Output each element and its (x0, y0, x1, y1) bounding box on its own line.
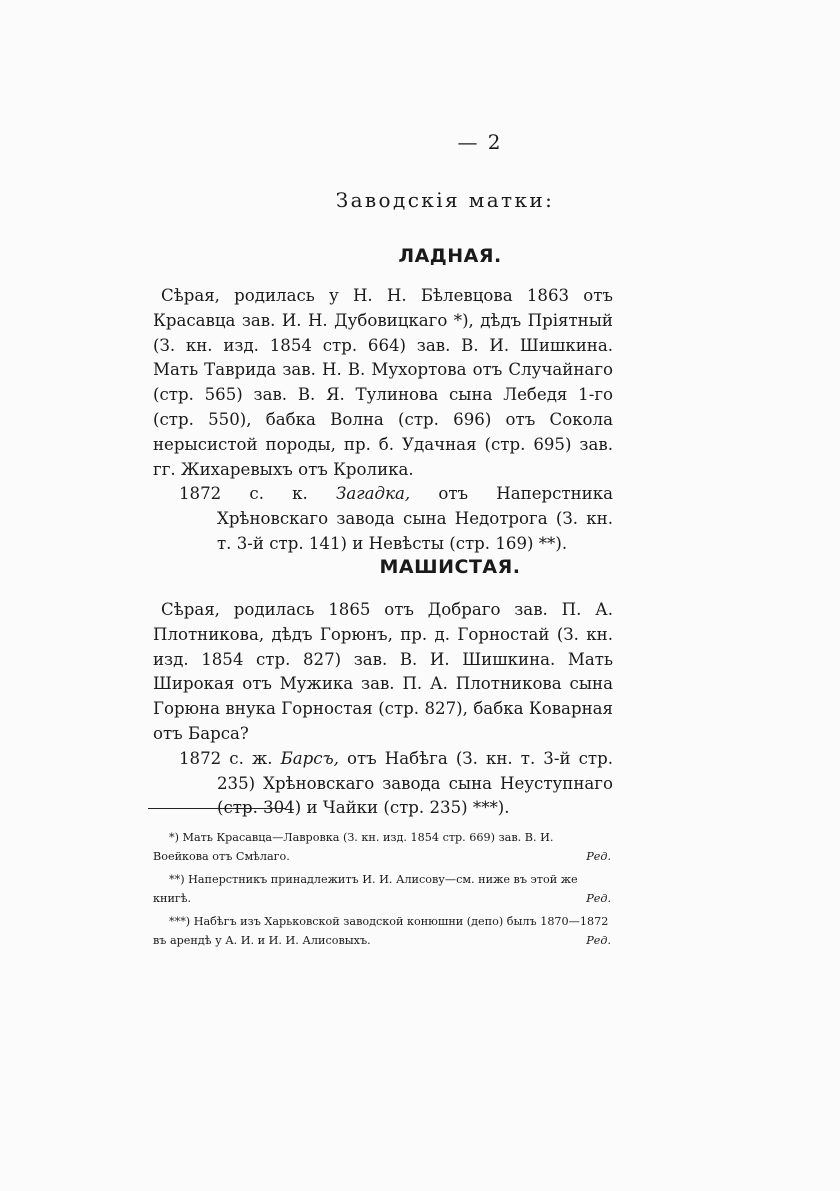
footnote-1 (153, 828, 611, 866)
entry-body-mashistaya (153, 598, 613, 821)
footnote-2 (153, 870, 611, 908)
entry-description: Сѣрая, родилась 1865 отъ Добраго зав. П. А. Плотникова, дѣдъ Горюнъ, пр. д. Горностай (З. кн. изд. 1854 стр. 827) зав. В. И. Шишкина. Мать Широкая отъ Мужика зав. П. А. Плотникова сына Горюна внука Горностая (стр. 827), бабка Коварная отъ Барса? (153, 600, 613, 743)
section-heading: Заводскія матки: (335, 188, 555, 212)
foal-pedigree: отъ Набѣга (З. кн. т. 3-й стр. 235) Хрѣновскаго завода сына Неуступнаго (стр. 304) и Чайки (стр. 235) ***). (217, 748, 613, 818)
footnote-text: ***) Набѣгъ изъ Харьковской заводской конюшни (депо) былъ 1870—1872 въ арендѣ у А. И. и И. И. Алисовыхъ. (153, 915, 609, 947)
foal-year-sex: 1872 с. к. (179, 484, 308, 504)
footnote-editor-mark: Ред. (586, 934, 611, 947)
entry-title-ladnaya: ЛАДНАЯ. (398, 245, 502, 267)
footnote-editor-mark: Ред. (586, 850, 611, 863)
footnote-editor-mark: Ред. (586, 892, 611, 905)
footnotes (153, 828, 611, 954)
foal-record (153, 482, 613, 556)
footnote-3 (153, 912, 611, 950)
foal-pedigree: отъ Наперстника Хрѣновскаго завода сына Недотрога (З. кн. т. 3-й стр. 141) и Невѣсты (стр. 169) **). (217, 484, 614, 553)
entry-body-ladnaya (153, 284, 613, 557)
footnote-text: *) Мать Красавца—Лавровка (З. кн. изд. 1854 стр. 669) зав. В. И. Воейкова отъ Смѣлаго. (153, 831, 554, 863)
foal-record (153, 747, 613, 821)
entry-title-mashistaya: МАШИСТАЯ. (379, 556, 521, 578)
footnote-text: **) Наперстникъ принадлежитъ И. И. Алисову—см. ниже въ этой же книгѣ. (153, 873, 578, 905)
footnote-divider (148, 808, 286, 809)
foal-year-sex: 1872 с. ж. (179, 748, 273, 768)
page-number: — 2 (457, 130, 503, 154)
foal-name: Барсъ, (280, 748, 339, 768)
entry-description: Сѣрая, родилась у Н. Н. Бѣлевцова 1863 отъ Красавца зав. И. Н. Дубовицкаго *), дѣдъ Пріятный (З. кн. изд. 1854 стр. 664) зав. В. И. Шишкина. Мать Таврида зав. Н. В. Мухортова отъ Случайнаго (стр. 565) зав. В. Я. Тулинова сына Лебедя 1-го (стр. 550), бабка Волна (стр. 696) отъ Сокола нерысистой породы, пр. б. Удачная (стр. 695) зав. гг. Жихаревыхъ отъ Кролика. (153, 286, 613, 479)
foal-name: Загадка, (336, 484, 411, 504)
